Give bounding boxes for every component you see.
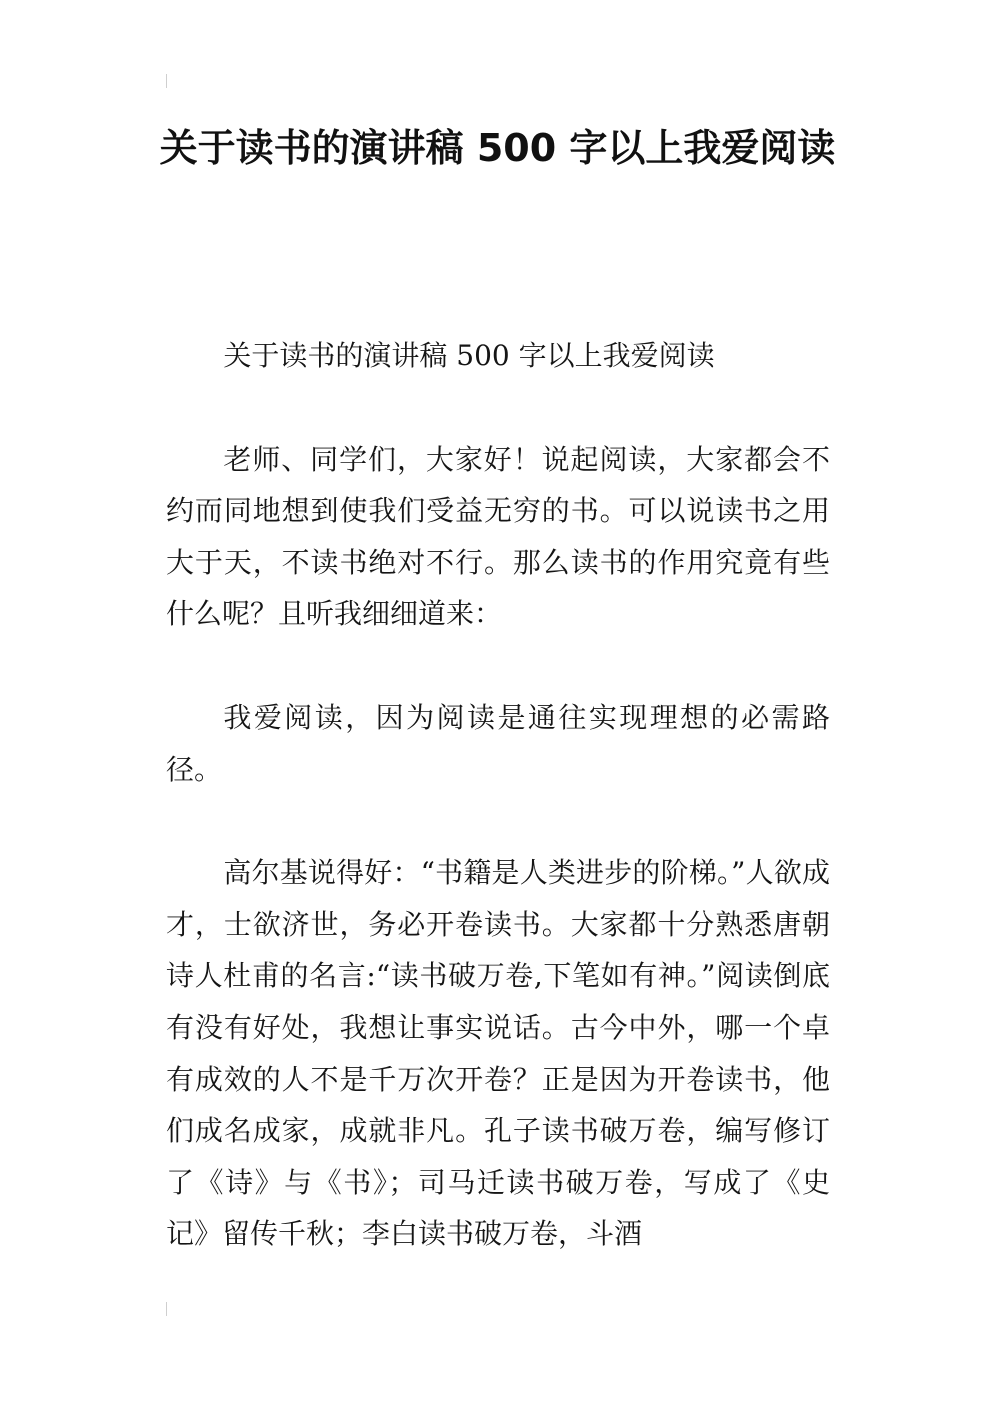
document-body	[166, 330, 830, 1260]
document-title: 关于读书的演讲稿 500 字以上我爱阅读	[159, 126, 836, 170]
subtitle-paragraph: 关于读书的演讲稿 500 字以上我爱阅读	[223, 339, 715, 372]
bottom-crop-mark	[166, 1302, 167, 1316]
gorky-quote-paragraph: 高尔基说得好：“书籍是人类进步的阶梯。”人欲成才，士欲济世，务必开卷读书。大家都十分熟悉唐朝诗人杜甫的名言:“读书破万卷,下笔如有神。”阅读倒底有没有好处，我想让事实说话。古今中外，哪一个卓有成效的人不是千万次开卷？正是因为开卷读书，他们成名成家，成就非凡。孔子读书破万卷，编写修订了《诗》与《书》；司马迁读书破万卷，写成了《史记》留传千秋；李白读书破万卷，斗酒	[166, 856, 830, 1251]
thesis-paragraph: 我爱阅读，因为阅读是通往实现理想的必需路径。	[166, 700, 830, 786]
top-crop-mark	[166, 74, 167, 88]
greeting-paragraph: 老师、同学们，大家好！说起阅读，大家都会不约而同地想到使我们受益无穷的书。可以说读书之用大于天，不读书绝对不行。那么读书的作用究竟有些什么呢？且听我细细道来：	[166, 442, 830, 631]
